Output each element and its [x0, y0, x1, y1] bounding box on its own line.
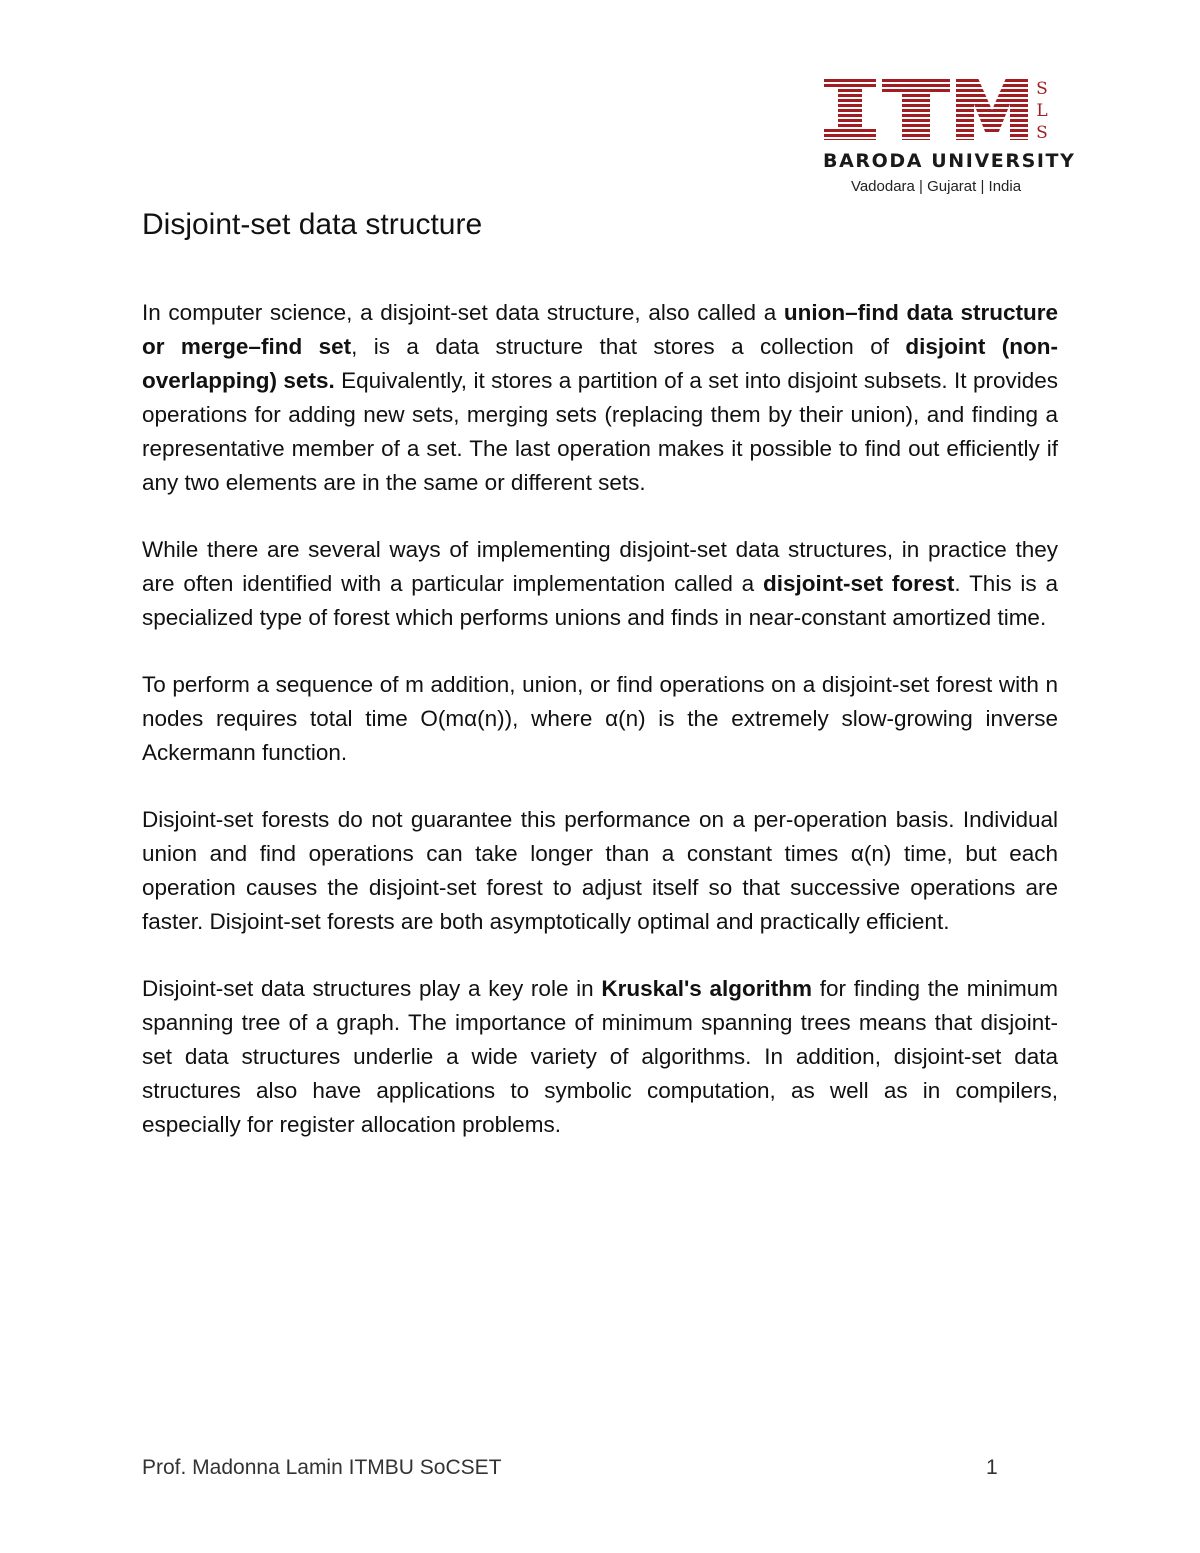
text-segment: . This is a specialized type of forest which performs unions and finds in near-constant amortized time. [142, 571, 1058, 630]
text-segment: Disjoint-set forests do not guarantee this performance on a per-operation basis. Individual union and find operations can take longer than a constant times α(n) time, but each operation causes the disjoint-set forest to adjust itself so that successive operations are faster. Disjoint-set forests are both asymptotically optimal and practically efficient. [142, 807, 1058, 934]
page-number: 1 [986, 1456, 998, 1479]
document-body [142, 296, 1058, 1175]
paragraph [142, 803, 1058, 939]
logo-side-letter: S [1036, 123, 1048, 143]
paragraph [142, 533, 1058, 635]
text-segment: Equivalently, it stores a partition of a set into disjoint subsets. It provides operations for adding new sets, merging sets (replacing them by their union), and finding a representative member of a set. The last operation makes it possible to find out efficiently if any two elements are in the same or different sets. [142, 368, 1059, 495]
itm-logo-mark [820, 74, 1056, 146]
logo-location: Vadodara | Gujarat | India [850, 178, 1022, 195]
paragraph [142, 296, 1058, 500]
bold-term: disjoint-set forest [763, 571, 955, 596]
bold-term: disjoint (non-overlapping) sets. [142, 334, 1058, 393]
bold-term: union–find data structure or merge–find set [142, 300, 1058, 359]
paragraph [142, 972, 1058, 1142]
logo-side-letter: L [1036, 101, 1048, 121]
text-segment: To perform a sequence of m addition, union, or find operations on a disjoint-set forest with n nodes requires total time O(mα(n)), where α(n) is the extremely slow-growing inverse Ackermann function. [142, 672, 1058, 765]
text-segment: While there are several ways of implementing disjoint-set data structures, in practice they are often identified with a particular implementation called a [142, 537, 1058, 596]
logo-side-letter: S [1036, 79, 1048, 99]
text-segment: In computer science, a disjoint-set data structure, also called a [142, 300, 784, 325]
page-title: Disjoint-set data structure [142, 208, 483, 241]
university-logo [820, 74, 1076, 202]
footer-author: Prof. Madonna Lamin ITMBU SoCSET [142, 1456, 502, 1479]
text-segment: , is a data structure that stores a collection of [351, 334, 906, 359]
bold-term: Kruskal's algorithm [601, 976, 813, 1001]
logo-university-name: BARODA UNIVERSITY [823, 150, 1076, 172]
paragraph [142, 668, 1058, 770]
text-segment: Disjoint-set data structures play a key role in [142, 976, 602, 1001]
text-segment: for finding the minimum spanning tree of a graph. The importance of minimum spanning trees means that disjoint-set data structures underlie a wide variety of algorithms. In addition, disjoint-set data structures also have applications to symbolic computation, as well as in compilers, especially for register allocation problems. [142, 976, 1058, 1137]
